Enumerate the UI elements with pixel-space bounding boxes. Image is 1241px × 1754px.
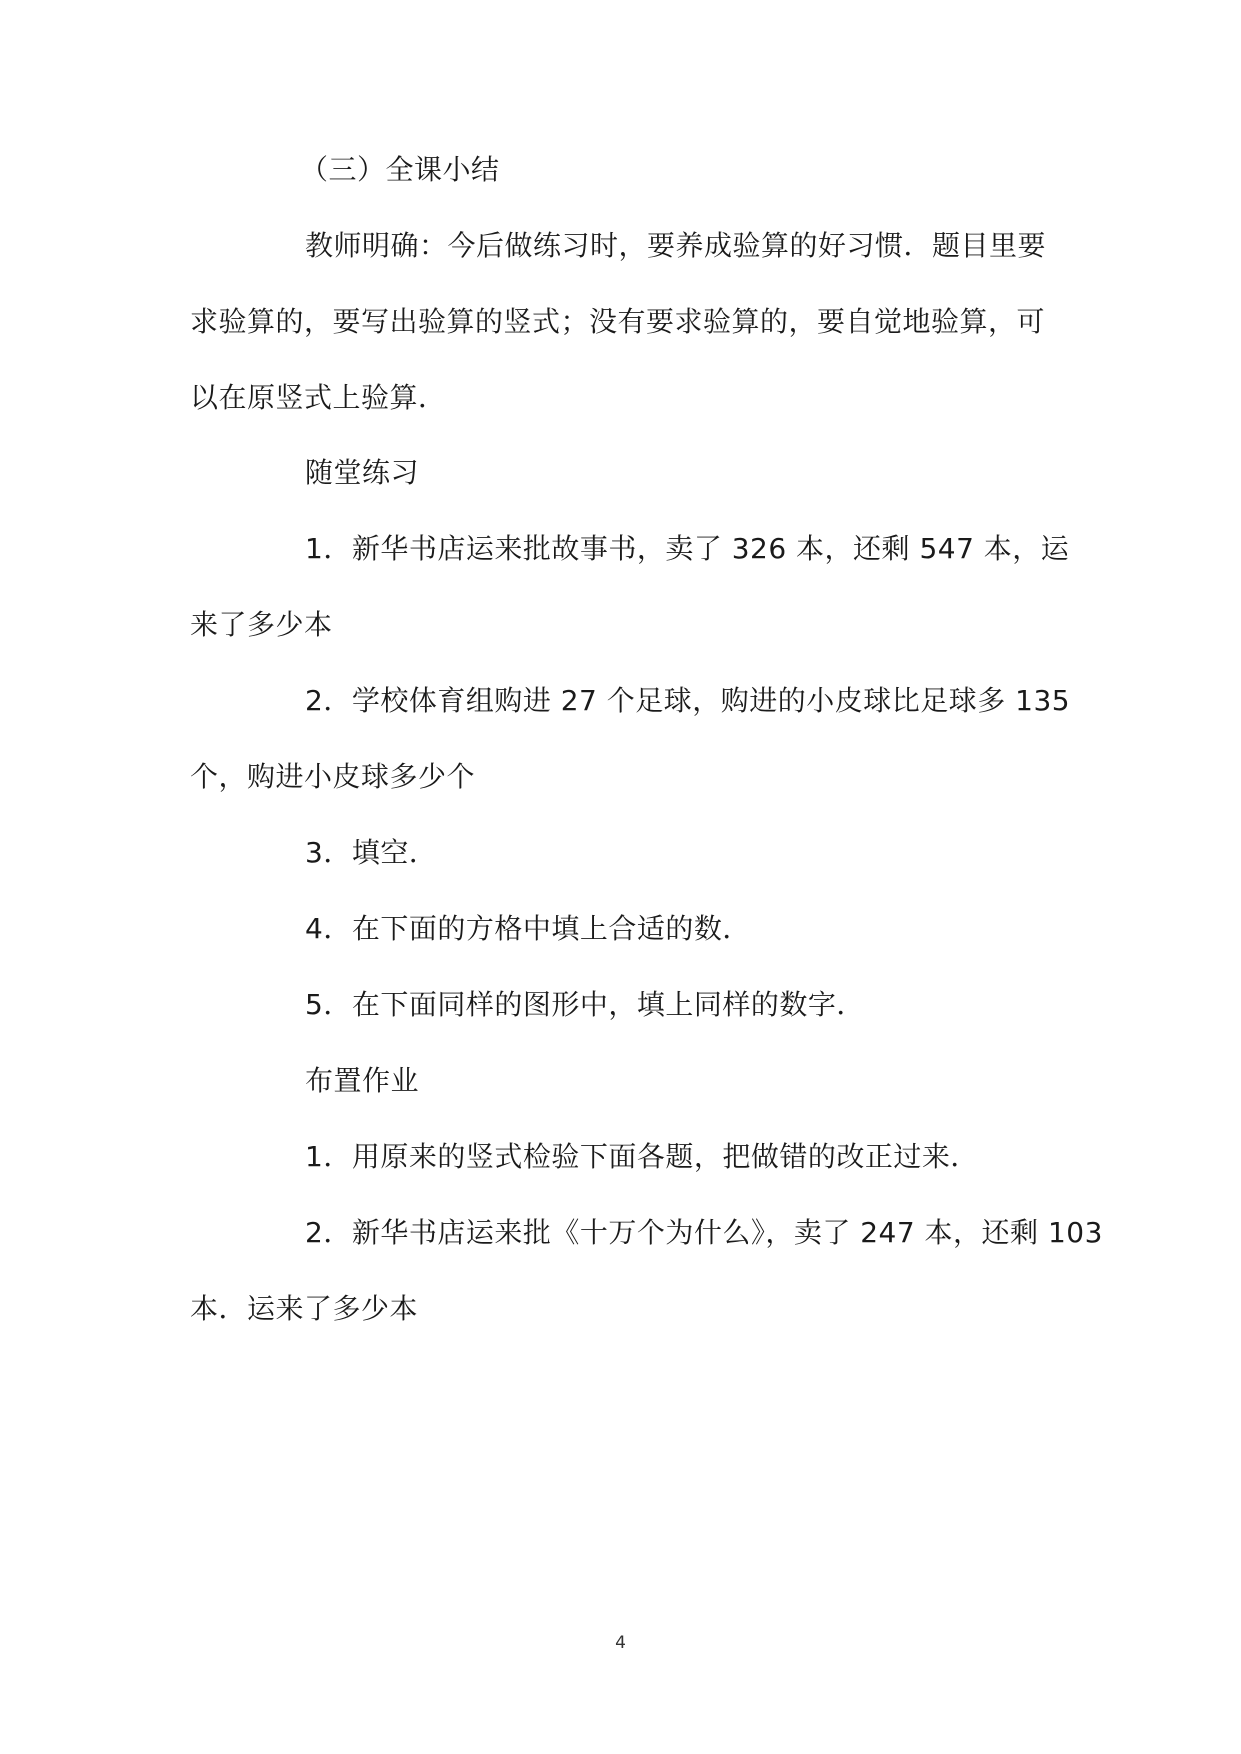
homework-item: 2．新华书店运来批《十万个为什么》，卖了 247 本，还剩 103	[305, 1216, 1103, 1249]
exercise-item: 5．在下面同样的图形中，填上同样的数字．	[305, 988, 865, 1021]
exercise-item: 4．在下面的方格中填上合适的数．	[305, 912, 751, 945]
homework-item: 1．用原来的竖式检验下面各题，把做错的改正过来．	[305, 1140, 979, 1173]
section-heading-practice: 随堂练习	[305, 456, 420, 489]
paragraph-line: 教师明确：今后做练习时，要养成验算的好习惯．题目里要	[305, 229, 1047, 262]
section-heading-homework: 布置作业	[305, 1064, 420, 1097]
exercise-item-continued: 来了多少本	[190, 608, 333, 641]
paragraph-line: 求验算的，要写出验算的竖式；没有要求验算的，要自觉地验算，可	[190, 305, 1046, 338]
section-heading-summary: （三）全课小结	[300, 153, 500, 186]
exercise-item: 3．填空．	[305, 836, 438, 869]
paragraph-line: 以在原竖式上验算．	[190, 381, 447, 414]
page-number: 4	[615, 1633, 626, 1653]
homework-item-continued: 本．运来了多少本	[190, 1292, 419, 1325]
exercise-item-continued: 个，购进小皮球多少个	[190, 760, 476, 793]
exercise-item: 1．新华书店运来批故事书，卖了 326 本，还剩 547 本，运	[305, 532, 1070, 565]
exercise-item: 2．学校体育组购进 27 个足球，购进的小皮球比足球多 135	[305, 684, 1071, 717]
